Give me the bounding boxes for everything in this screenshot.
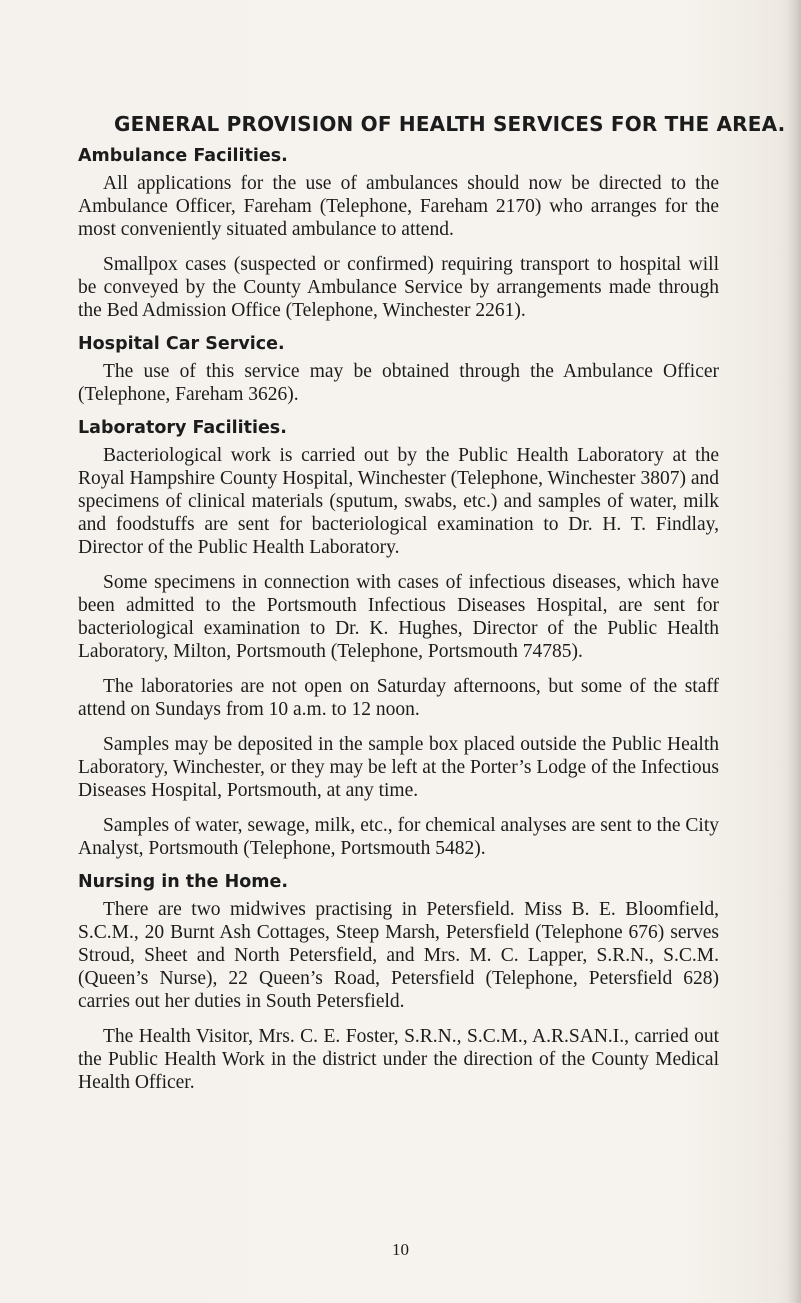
- document-body: [78, 112, 786, 1106]
- section-nursing-in-the-home: [78, 872, 719, 1094]
- section-heading: Ambulance Facilities.: [78, 146, 288, 166]
- page-title: GENERAL PROVISION OF HEALTH SERVICES FOR THE AREA.: [114, 112, 786, 136]
- page-number: 10: [392, 1240, 409, 1259]
- section-hospital-car-service: [78, 334, 719, 406]
- paragraph: Samples may be deposited in the sample box placed outside the Public Health Laboratory, Winchester, or they may be left at the Porter’s Lodge of the Infectious Diseases Hospital, Portsmouth, at any time.: [78, 734, 719, 801]
- paragraph: The laboratories are not open on Saturday afternoons, but some of the staff attend on Sundays from 10 a.m. to 12 noon.: [78, 676, 719, 720]
- section-heading: Hospital Car Service.: [78, 334, 285, 354]
- section-laboratory-facilities: [78, 418, 719, 860]
- paragraph: The Health Visitor, Mrs. C. E. Foster, S.R.N., S.C.M., A.R.SAN.I., carried out the Public Health Work in the district under the direction of the County Medical Health Officer.: [78, 1026, 719, 1093]
- paragraph: Some specimens in connection with cases of infectious diseases, which have been admitted to the Portsmouth Infectious Diseases Hospital, are sent for bacteriological examination to Dr. K. Hughes, Director of the Public Health Laboratory, Milton, Portsmouth (Telephone, Portsmouth 74785).: [78, 572, 719, 662]
- paragraph: The use of this service may be obtained through the Ambulance Officer (Telephone, Fareham 3626).: [78, 361, 719, 405]
- paragraph: All applications for the use of ambulances should now be directed to the Ambulance Officer, Fareham (Telephone, Fareham 2170) who arranges for the most conveniently situated ambulance to attend.: [78, 173, 719, 240]
- section-heading: Nursing in the Home.: [78, 872, 288, 892]
- paragraph: Samples of water, sewage, milk, etc., for chemical analyses are sent to the City Analyst, Portsmouth (Telephone, Portsmouth 5482).: [78, 815, 719, 859]
- paragraph: Smallpox cases (suspected or confirmed) requiring transport to hospital will be conveyed by the County Ambulance Service by arrangements made through the Bed Admission Office (Telephone, Winchester 2261).: [78, 254, 719, 321]
- section-heading: Laboratory Facilities.: [78, 418, 287, 438]
- paragraph: There are two midwives practising in Petersfield. Miss B. E. Bloomfield, S.C.M., 20 Burnt Ash Cottages, Steep Marsh, Petersfield (Telephone 676) serves Stroud, Sheet and North Petersfield, and Mrs. M. C. Lapper, S.R.N., S.C.M. (Queen’s Nurse), 22 Queen’s Road, Petersfield (Telephone, Petersfield 628) carries out her duties in South Petersfield.: [78, 899, 719, 1012]
- page-edge-shadow: [787, 0, 801, 1303]
- paragraph: Bacteriological work is carried out by the Public Health Laboratory at the Royal Hampshire County Hospital, Winchester (Telephone, Winchester 3807) and specimens of clinical materials (sputum, swabs, etc.) and samples of water, milk and foodstuffs are sent for bacteriological examination to Dr. H. T. Findlay, Director of the Public Health Laboratory.: [78, 445, 719, 558]
- section-ambulance-facilities: [78, 146, 719, 322]
